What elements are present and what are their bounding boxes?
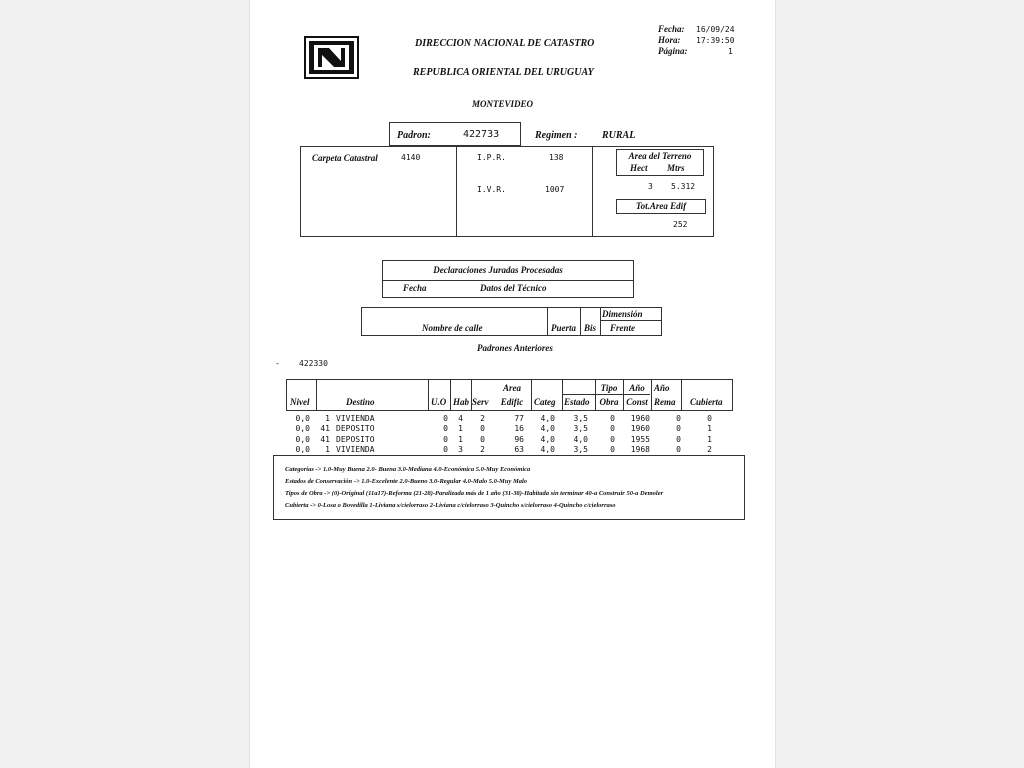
cell-area: 63: [514, 444, 524, 454]
document-page: [249, 0, 776, 768]
frente-label: Frente: [610, 323, 636, 333]
cell-tipo: 0: [610, 414, 615, 423]
cell-rema: 0: [676, 414, 681, 423]
cell-code: 41: [320, 424, 330, 434]
tot-area-label: Tot.Area Edif: [635, 201, 687, 211]
cell-code: 41: [320, 434, 330, 444]
cell-anio: 1955: [630, 434, 650, 444]
cell-anio: 1968: [630, 444, 650, 454]
fecha-value: 16/09/24: [696, 25, 735, 34]
col-anio-1: Año: [629, 383, 645, 393]
col-rema-2: Rema: [654, 397, 676, 407]
ivr-label: I.V.R.: [477, 185, 506, 194]
cell-serv: 0: [480, 434, 485, 444]
cell-anio: 1960: [630, 424, 650, 434]
legend-box: [273, 455, 745, 520]
hect-value: 3: [648, 182, 653, 191]
regimen-label: Regimen :: [535, 130, 578, 141]
area-terreno-label: Area del Terreno: [628, 151, 692, 161]
hora-value: 17:39:50: [696, 36, 735, 45]
col-estado: Estado: [564, 397, 590, 407]
hect-label: Hect: [630, 163, 648, 173]
ipr-label: I.P.R.: [477, 153, 506, 162]
cell-nivel: 0,0: [295, 414, 310, 423]
cell-destino: VIVIENDA: [336, 414, 375, 423]
declaraciones-tecnico-label: Datos del Técnico: [480, 283, 547, 293]
col-tipo-2: Obra: [599, 397, 619, 407]
legend-cubierta: Cubierta -> 0-Losa o Bovedilla 1-Liviana s/cielorraso 2-Liviana c/cielorraso 3-Quincho s/cielorraso 4-Quincho c/cielorraso: [285, 502, 616, 509]
col-tipo-1: Tipo: [600, 383, 618, 393]
cell-tipo: 0: [610, 424, 615, 434]
tot-area-value: 252: [673, 220, 688, 229]
col-categ: Categ: [534, 397, 556, 407]
cell-rema: 0: [676, 444, 681, 454]
cell-tipo: 0: [610, 444, 615, 454]
padrones-anteriores-dash: -: [275, 359, 280, 368]
title-republica: REPUBLICA ORIENTAL DEL URUGUAY: [413, 67, 594, 78]
cell-nivel: 0,0: [295, 444, 310, 454]
col-area-1: Area: [503, 383, 521, 393]
cell-estado: 3,5: [573, 414, 588, 423]
col-anio-2: Const: [626, 397, 648, 407]
cell-cubierta: 2: [707, 444, 712, 454]
cell-categ: 4,0: [540, 434, 555, 444]
cell-uo: 0: [443, 414, 448, 423]
cell-destino: DEPOSITO: [336, 424, 375, 434]
dimension-label: Dimensión: [602, 309, 643, 319]
mtrs-value: 5.312: [671, 182, 696, 191]
col-destino: Destino: [346, 397, 375, 407]
cell-area: 16: [514, 424, 524, 434]
legend-tipos-obra: Tipos de Obra -> (0)-Original (11a17)-Reforma (21-28)-Paralizada más de 1 año (31-38)-Habitada sin terminar 40-a Construir 50-a Demoler: [285, 490, 664, 497]
padrones-anteriores-value: 422330: [299, 359, 328, 368]
col-hab: Hab: [453, 397, 470, 407]
cell-nivel: 0,0: [295, 424, 310, 434]
declaraciones-title: Declaraciones Juradas Procesadas: [433, 265, 563, 275]
cell-hab: 3: [458, 444, 463, 454]
cell-code: 1: [325, 414, 330, 423]
cell-anio: 1960: [630, 414, 650, 423]
mtrs-label: Mtrs: [667, 163, 685, 173]
cell-code: 1: [325, 444, 330, 454]
cell-hab: 1: [458, 424, 463, 434]
regimen-value: RURAL: [602, 130, 636, 141]
cell-categ: 4,0: [540, 424, 555, 434]
cell-area: 96: [514, 434, 524, 444]
col-area-2: Edific: [500, 397, 524, 407]
cell-estado: 3,5: [573, 424, 588, 434]
carpeta-value: 4140: [401, 153, 421, 162]
department-name: MONTEVIDEO: [472, 99, 534, 109]
padron-value: 422733: [463, 129, 500, 140]
cell-estado: 4,0: [573, 434, 588, 444]
puerta-label: Puerta: [551, 323, 577, 333]
cell-cubierta: 0: [707, 414, 712, 423]
cell-rema: 0: [676, 424, 681, 434]
col-serv: Serv: [472, 397, 489, 407]
cell-cubierta: 1: [707, 424, 712, 434]
cell-uo: 0: [443, 424, 448, 434]
col-uo: U.O: [431, 397, 447, 407]
col-cubierta: Cubierta: [690, 397, 723, 407]
padron-label: Padron:: [397, 130, 431, 141]
cell-categ: 4,0: [540, 444, 555, 454]
pagina-value: 1: [728, 47, 733, 56]
cell-tipo: 0: [610, 434, 615, 444]
catastro-logo-icon: [304, 36, 359, 79]
cell-destino: DEPOSITO: [336, 434, 375, 444]
cell-uo: 0: [443, 444, 448, 454]
cell-categ: 4,0: [540, 414, 555, 423]
cell-hab: 4: [458, 414, 463, 423]
ipr-value: 138: [549, 153, 564, 162]
cell-destino: VIVIENDA: [336, 444, 375, 454]
col-rema-1: Año: [654, 383, 670, 393]
declaraciones-fecha-label: Fecha: [403, 283, 427, 293]
pagina-label: Página:: [658, 46, 688, 56]
cell-hab: 1: [458, 434, 463, 444]
cell-rema: 0: [676, 434, 681, 444]
bis-label: Bis: [584, 323, 597, 333]
cell-serv: 2: [480, 414, 485, 423]
nombre-calle-label: Nombre de calle: [422, 323, 483, 333]
ivr-value: 1007: [545, 185, 565, 194]
cell-serv: 2: [480, 444, 485, 454]
cell-nivel: 0,0: [295, 434, 310, 444]
cell-area: 77: [514, 414, 524, 423]
legend-categorias: Categorías -> 1.0-Muy Buena 2.0- Buena 3.0-Mediana 4.0-Económica 5.0-Muy Económica: [285, 466, 531, 473]
hora-label: Hora:: [658, 35, 681, 45]
cell-uo: 0: [443, 434, 448, 444]
legend-estados: Estados de Conservación -> 1.0-Excelente 2.0-Bueno 3.0-Regular 4.0-Malo 5.0-Muy Malo: [285, 478, 528, 485]
title-direccion: DIRECCION NACIONAL DE CATASTRO: [415, 38, 595, 49]
carpeta-label: Carpeta Catastral: [312, 153, 378, 163]
cell-serv: 0: [480, 424, 485, 434]
padrones-anteriores-title: Padrones Anteriores: [477, 343, 553, 353]
col-nivel: Nivel: [290, 397, 310, 407]
cell-cubierta: 1: [707, 434, 712, 444]
fecha-label: Fecha:: [658, 24, 685, 34]
cell-estado: 3,5: [573, 444, 588, 454]
